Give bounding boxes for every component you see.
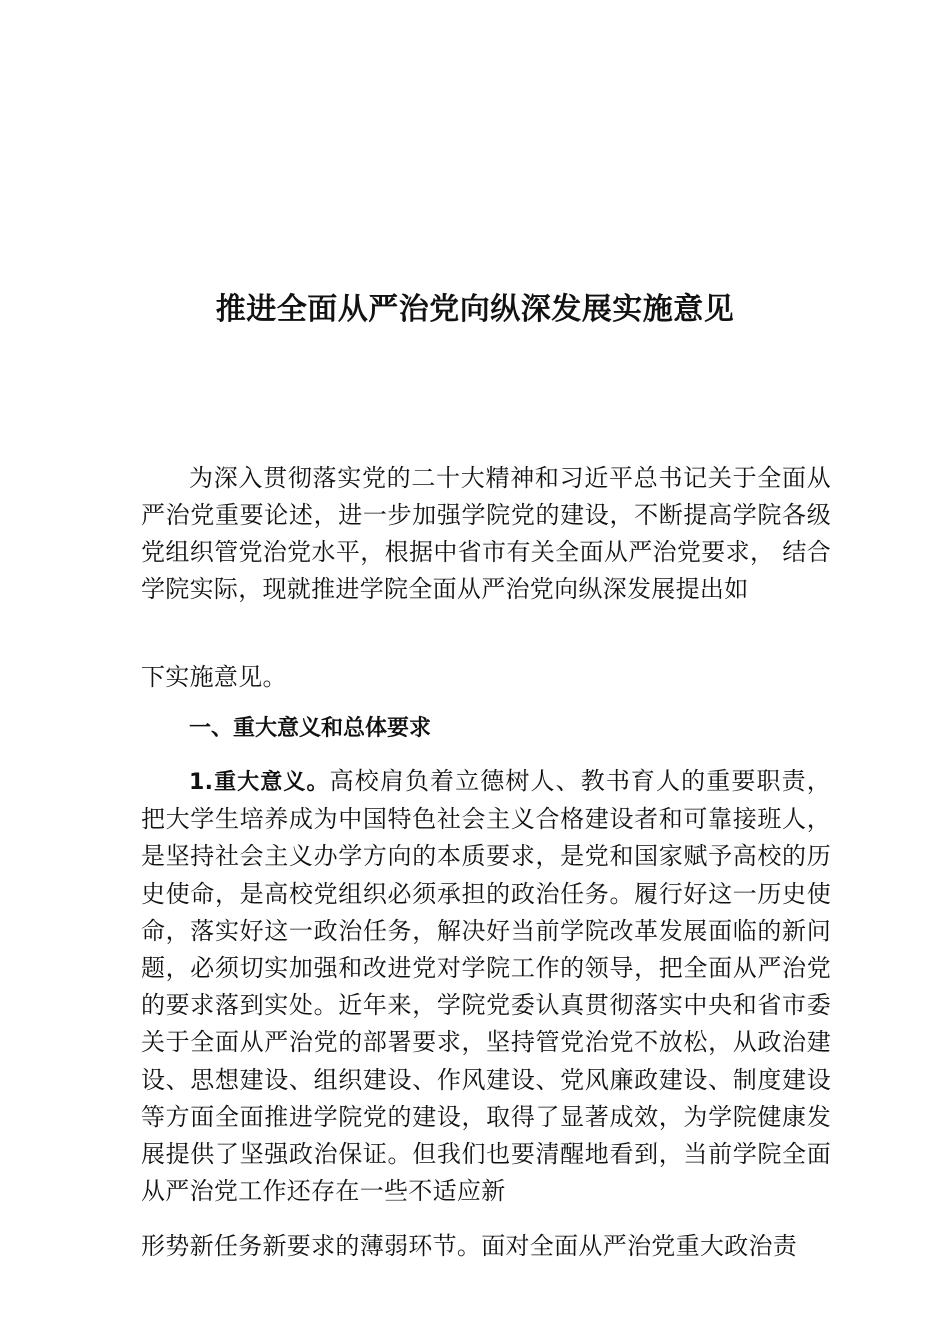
item-1-lead: 1.重大意义。 <box>189 770 330 795</box>
intro-paragraph: 为深入贯彻落实党的二十大精神和习近平总书记关于全面从严治党重要论述，进一步加强学院党的建设，不断提高学院各级党组织管党治党水平，根据中省市有关全面从严治党要求， 结合学院实际，现就推进学院全面从严治党向纵深发展提出如 <box>141 464 831 603</box>
item-1-paragraph <box>141 763 831 1210</box>
item-1-text: 高校肩负着立德树人、教书育人的重要职责，把大学生培养成为中国特色社会主义合格建设者和可靠接班人，是坚持社会主义办学方向的本质要求，是党和国家赋予高校的历史使命，是高校党组织必须承担的政治任务。履行好这一历史使命，落实好这一政治任务，解决好当前学院改革发展面临的新问题，必须切实加强和改进党对学院工作的领导，把全面从严治党的要求落到实处。近年来，学院党委认真贯彻落实中央和省市委关于全面从严治党的部署要求，坚持管党治党不放松，从政治建设、思想建设、组织建设、作风建设、党风廉政建设、制度建设等方面全面推进学院党的建设，取得了显著成效，为学院健康发展提供了坚强政治保证。但我们也要清醒地看到，当前学院全面从严治党工作还存在一些不适应新 <box>141 767 832 1206</box>
item-1-paragraph-last-line: 形势新任务新要求的薄弱环节。面对全面从严治党重大政治责 <box>141 1232 798 1260</box>
document-title: 推进全面从严治党向纵深发展实施意见 <box>215 292 735 327</box>
intro-paragraph-tail: 下实施意见。 <box>141 663 287 691</box>
section-1-heading: 一、重大意义和总体要求 <box>189 716 432 741</box>
